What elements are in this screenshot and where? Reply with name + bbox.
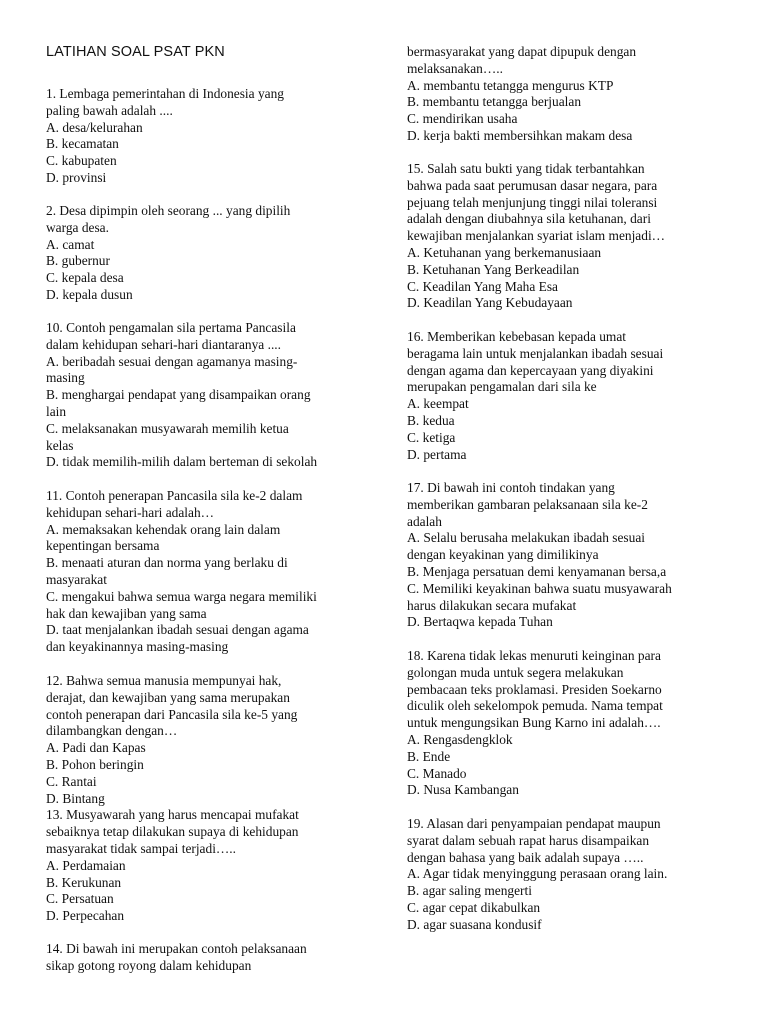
answer-option: D. agar suasana kondusif <box>407 916 542 932</box>
answer-option: B. kecamatan <box>46 136 119 152</box>
answer-option: B. membantu tetangga berjualan <box>407 94 582 110</box>
text-line: paling bawah adalah .... <box>46 102 173 118</box>
text-line: syarat dalam sebuah rapat harus disampaikan <box>407 832 650 848</box>
text-line: adalah dengan diubahnya sila ketuhanan, dari <box>407 211 651 227</box>
text-line: diculik oleh sekelompok pemuda. Nama tempat <box>407 698 663 714</box>
text-line: harus dilakukan secara mufakat <box>407 597 577 613</box>
answer-option: B. kedua <box>407 412 455 428</box>
text-line: dengan keyakinan yang dimilikinya <box>407 547 599 563</box>
question-text: 2. Desa dipimpin oleh seorang ... yang dipilih <box>46 203 291 218</box>
question-block <box>407 161 732 312</box>
answer-option: B. Pohon beringin <box>46 756 144 772</box>
question-block <box>46 488 371 656</box>
text-line: kehidupan sehari-hari adalah… <box>46 504 215 520</box>
text-line: melaksanakan….. <box>407 60 503 76</box>
answer-option: C. mendirikan usaha <box>407 111 518 127</box>
answer-option: A. memaksakan kehendak orang lain dalam <box>46 521 281 537</box>
answer-option: A. Agar tidak menyinggung perasaan orang lain. <box>407 866 668 882</box>
answer-option: D. Bintang <box>46 790 105 806</box>
question-text: 17. Di bawah ini contoh tindakan yang <box>407 480 615 495</box>
question-text: 15. Salah satu bukti yang tidak terbantahkan <box>407 161 645 176</box>
text-line: derajat, dan kewajiban yang sama merupakan <box>46 689 290 705</box>
text-line: dalam kehidupan sehari-hari diantaranya .... <box>46 336 281 352</box>
text-line: beragama lain untuk menjalankan ibadah sesuai <box>407 345 664 361</box>
answer-option: C. Keadilan Yang Maha Esa <box>407 278 558 294</box>
text-line: dengan bahasa yang baik adalah supaya ….. <box>407 849 644 865</box>
text-line: hak dan kewajiban yang sama <box>46 605 207 621</box>
text-line: memberikan gambaran pelaksanaan sila ke-2 <box>407 496 648 512</box>
answer-option: D. provinsi <box>46 169 107 185</box>
answer-option: D. kerja bakti membersihkan makam desa <box>407 127 633 143</box>
answer-option: B. Ende <box>407 748 451 764</box>
question-block <box>46 86 371 187</box>
text-line: sikap gotong royong dalam kehidupan <box>46 957 252 973</box>
question-text: 11. Contoh penerapan Pancasila sila ke-2 dalam <box>46 488 303 503</box>
answer-option: C. agar cepat dikabulkan <box>407 899 541 915</box>
answer-option: D. pertama <box>407 446 467 462</box>
question-block <box>407 648 732 799</box>
text-line: lain <box>46 403 67 419</box>
question-block <box>407 44 732 145</box>
answer-option: B. menaati aturan dan norma yang berlaku di <box>46 555 288 571</box>
text-line: masing <box>46 370 85 386</box>
question-text: 1. Lembaga pemerintahan di Indonesia yang <box>46 86 284 101</box>
question-block <box>46 320 371 471</box>
answer-option: C. kepala desa <box>46 270 124 286</box>
answer-option: B. menghargai pendapat yang disampaikan orang <box>46 387 311 403</box>
answer-option: A. membantu tetangga mengurus KTP <box>407 77 614 93</box>
text-line: bahwa pada saat perumusan dasar negara, para <box>407 177 658 193</box>
text-line: pembacaan teks proklamasi. Presiden Soekarno <box>407 681 662 697</box>
text-line: adalah <box>407 513 442 529</box>
answer-option: B. Menjaga persatuan demi kenyamanan bersa,a <box>407 563 667 579</box>
text-line: golongan muda untuk segera melakukan <box>407 664 624 680</box>
question-block <box>407 480 732 631</box>
answer-option: A. Rengasdengklok <box>407 731 513 747</box>
text-line: bermasyarakat yang dapat dipupuk dengan <box>407 44 637 59</box>
answer-option: A. keempat <box>407 396 469 412</box>
answer-option: D. tidak memilih-milih dalam berteman di sekolah <box>46 454 318 470</box>
answer-option: C. Memiliki keyakinan bahwa suatu musyawarah <box>407 580 672 596</box>
answer-option: C. Rantai <box>46 773 97 789</box>
question-text: 18. Karena tidak lekas menuruti keinginan para <box>407 648 661 663</box>
answer-option: B. agar saling mengerti <box>407 883 532 899</box>
question-text: 10. Contoh pengamalan sila pertama Pancasila <box>46 320 296 335</box>
answer-option: A. desa/kelurahan <box>46 119 143 135</box>
text-line: untuk mengungsikan Bung Karno ini adalah…. <box>407 715 661 731</box>
answer-option: D. taat menjalankan ibadah sesuai dengan agama <box>46 622 309 638</box>
answer-option: C. Persatuan <box>46 891 114 907</box>
text-line: dengan agama dan kepercayaan yang diyakini <box>407 362 654 378</box>
question-block <box>46 203 371 304</box>
question-text: 14. Di bawah ini merupakan contoh pelaksanaan <box>46 941 307 956</box>
answer-option: A. beribadah sesuai dengan agamanya masing- <box>46 353 298 369</box>
question-block <box>407 329 732 463</box>
page-title: LATIHAN SOAL PSAT PKN <box>46 44 225 60</box>
question-text: 13. Musyawarah yang harus mencapai mufakat <box>46 807 299 823</box>
answer-option: C. Manado <box>407 765 467 781</box>
text-line: masyarakat <box>46 571 107 587</box>
answer-option: C. melaksanakan musyawarah memilih ketua <box>46 420 289 436</box>
text-line: kelas <box>46 437 74 453</box>
answer-option: A. Padi dan Kapas <box>46 740 146 756</box>
question-block <box>46 941 371 975</box>
question-text: 12. Bahwa semua manusia mempunyai hak, <box>46 673 282 688</box>
answer-option: A. camat <box>46 236 95 252</box>
answer-option: B. Ketuhanan Yang Berkeadilan <box>407 261 580 277</box>
question-block <box>46 673 371 925</box>
text-line: contoh penerapan dari Pancasila sila ke-5 yang <box>46 706 298 722</box>
text-line: warga desa. <box>46 219 109 235</box>
text-line: dan keyakinannya masing-masing <box>46 639 229 655</box>
question-text: 16. Memberikan kebebasan kepada umat <box>407 329 627 344</box>
answer-option: B. Kerukunan <box>46 874 122 890</box>
question-block <box>407 816 732 934</box>
text-line: kepentingan bersama <box>46 538 160 554</box>
answer-option: D. Keadilan Yang Kebudayaan <box>407 295 573 311</box>
answer-option: D. Perpecahan <box>46 908 125 924</box>
answer-option: A. Selalu berusaha melakukan ibadah sesuai <box>407 530 645 546</box>
question-text: 19. Alasan dari penyampaian pendapat maupun <box>407 816 661 831</box>
answer-option: C. mengakui bahwa semua warga negara memiliki <box>46 588 317 604</box>
answer-option: A. Perdamaian <box>46 857 126 873</box>
text-line: dilambangkan dengan… <box>46 723 178 739</box>
answer-option: A. Ketuhanan yang berkemanusiaan <box>407 244 602 260</box>
answer-option: D. Bertaqwa kepada Tuhan <box>407 614 553 630</box>
text-line: masyarakat tidak sampai terjadi….. <box>46 840 237 856</box>
text-line: merupakan pengamalan dari sila ke <box>407 379 597 395</box>
answer-option: D. kepala dusun <box>46 286 133 302</box>
answer-option: C. kabupaten <box>46 153 117 169</box>
answer-option: D. Nusa Kambangan <box>407 782 519 798</box>
answer-option: B. gubernur <box>46 253 110 269</box>
answer-option: C. ketiga <box>407 429 456 445</box>
text-line: kewajiban menjalankan syariat islam menjadi… <box>407 228 666 244</box>
text-line: sebaiknya tetap dilakukan supaya di kehidupan <box>46 824 299 840</box>
text-line: pejuang telah menjunjung tinggi nilai toleransi <box>407 194 658 210</box>
